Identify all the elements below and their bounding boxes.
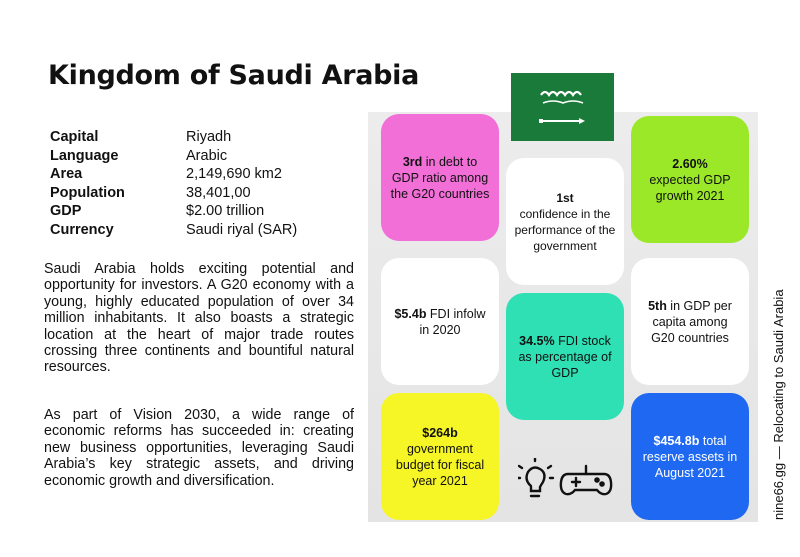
fact-value: 2,149,690 km2 xyxy=(186,166,282,183)
tile-text xyxy=(389,306,491,338)
tile-fdi-stock xyxy=(506,293,624,420)
tile-fdi-inflow xyxy=(381,258,499,385)
tile-gdp-growth xyxy=(631,116,749,243)
fact-label: Currency xyxy=(50,221,114,238)
fact-row-gdp xyxy=(50,202,297,221)
tile-text xyxy=(639,156,741,204)
fact-value: Saudi riyal (SAR) xyxy=(186,221,298,238)
tile-stat: 2.60% xyxy=(672,156,708,171)
tile-caption: FDI infolw in 2020 xyxy=(419,306,486,337)
tile-stat: 5th xyxy=(648,298,667,313)
page-title: Kingdom of Saudi Arabia xyxy=(48,60,420,91)
tile-caption: in GDP per capita among G20 countries xyxy=(651,298,732,345)
tile-text xyxy=(639,433,741,481)
fact-label: Capital xyxy=(50,129,99,145)
tile-caption: government budget for fiscal year 2021 xyxy=(395,441,485,488)
fact-label: GDP xyxy=(50,203,82,220)
tile-caption: FDI stock as percentage of GDP xyxy=(518,333,612,380)
tile-stat: 3rd xyxy=(402,154,423,169)
intro-paragraph: Saudi Arabia holds exciting potential and opportunity for investors. A G20 economy with a young, highly educated population of over 34 million inhabitants. It also boasts a strategic location at the heart of major trade routes crossing three continents and bountiful natural resources. xyxy=(44,261,354,376)
fact-label: Language xyxy=(50,147,119,164)
tile-text xyxy=(389,154,491,202)
tile-stat: 1st xyxy=(556,190,574,205)
tile-stat: $264b xyxy=(422,425,458,440)
fact-value: 38,401,00 xyxy=(186,184,251,201)
tile-caption: confidence in the performance of the government xyxy=(514,206,616,253)
fact-row-capital xyxy=(50,128,297,147)
tile-gdp-per-capita xyxy=(631,258,749,385)
tile-caption: in debt to GDP ratio among the G20 countries xyxy=(390,154,490,201)
tile-reserve-assets xyxy=(631,393,749,520)
gamepad-icon xyxy=(561,466,611,494)
flag-emblem-icon xyxy=(511,73,614,141)
tile-government-budget xyxy=(381,393,499,520)
tile-stat: 34.5% xyxy=(519,333,555,348)
tile-text xyxy=(639,298,741,346)
lightbulb-icon xyxy=(518,458,553,496)
fact-value: Arabic xyxy=(186,147,228,164)
tile-government-confidence xyxy=(506,158,624,285)
fact-label: Population xyxy=(50,184,125,201)
tile-stat: $5.4b xyxy=(394,306,427,321)
fact-value: Riyadh xyxy=(186,129,232,145)
fact-row-language xyxy=(50,147,297,166)
fact-label: Area xyxy=(50,166,83,183)
tile-caption: total reserve assets in August 2021 xyxy=(642,433,738,480)
country-facts xyxy=(50,128,297,240)
tile-caption: expected GDP growth 2021 xyxy=(649,172,731,203)
fact-value: $2.00 trillion xyxy=(186,203,265,220)
fact-row-area xyxy=(50,165,297,184)
decorative-icons xyxy=(518,458,614,502)
side-caption: nine66.gg — Relocating to Saudi Arabia xyxy=(771,289,786,520)
vision-paragraph: As part of Vision 2030, a wide range of economic reforms has succeeded in: creating new business opportunities, leveraging Saudi Arabia’s key strategic assets, and driving economic growth and diversification. xyxy=(44,407,354,489)
fact-row-population xyxy=(50,184,297,203)
tile-text xyxy=(514,190,616,254)
tile-text xyxy=(514,333,616,381)
saudi-flag xyxy=(511,73,614,141)
tile-text xyxy=(389,425,491,489)
fact-row-currency xyxy=(50,221,297,240)
tile-debt-ratio xyxy=(381,114,499,241)
tile-stat: $454.8b xyxy=(653,433,700,448)
